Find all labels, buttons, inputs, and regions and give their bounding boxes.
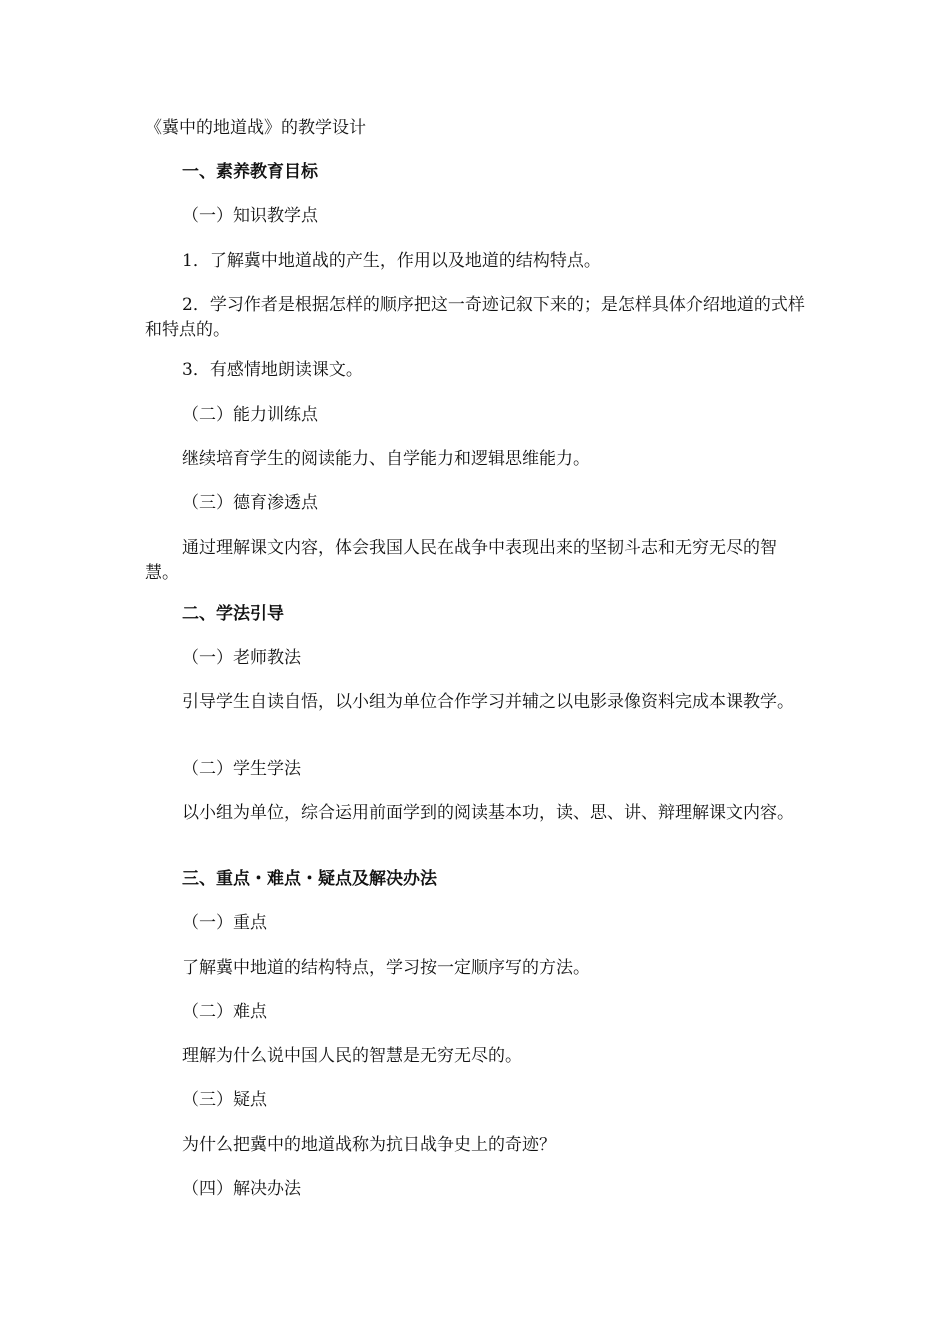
section-heading-method: 二、学法引导 <box>182 604 284 624</box>
section-heading-key-points: 三、重点・难点・疑点及解决办法 <box>182 869 437 889</box>
paragraph-item-1: 1．了解冀中地道战的产生，作用以及地道的结构特点。 <box>182 251 601 271</box>
subheading-solution: （四）解决办法 <box>182 1179 301 1199</box>
paragraph-ability: 继续培育学生的阅读能力、自学能力和逻辑思维能力。 <box>182 449 590 469</box>
paragraph-key-point: 了解冀中地道的结构特点，学习按一定顺序写的方法。 <box>182 958 590 978</box>
paragraph-moral: 通过理解课文内容，体会我国人民在战争中表现出来的坚韧斗志和无穷无尽的智慧。 <box>145 538 777 583</box>
section-heading-goals: 一、素养教育目标 <box>182 162 318 182</box>
subheading-knowledge: （一）知识教学点 <box>182 206 318 226</box>
paragraph-student-method: 以小组为单位，综合运用前面学到的阅读基本功，读、思、讲、辩理解课文内容。 <box>182 803 794 823</box>
subheading-doubt: （三）疑点 <box>182 1090 267 1110</box>
paragraph-item-3: 3．有感情地朗读课文。 <box>182 360 363 380</box>
subheading-teacher-method: （一）老师教法 <box>182 648 301 668</box>
paragraph-difficulty: 理解为什么说中国人民的智慧是无穷无尽的。 <box>182 1046 522 1066</box>
subheading-moral: （三）德育渗透点 <box>182 493 318 513</box>
subheading-key-point: （一）重点 <box>182 913 267 933</box>
subheading-difficulty: （二）难点 <box>182 1002 267 1022</box>
paragraph-teacher-method: 引导学生自读自悟，以小组为单位合作学习并辅之以电影录像资料完成本课教学。 <box>182 692 794 712</box>
paragraph-item-2: 2．学习作者是根据怎样的顺序把这一奇迹记叙下来的；是怎样具体介绍地道的式样和特点的。 <box>145 295 805 340</box>
subheading-ability: （二）能力训练点 <box>182 405 318 425</box>
document-title: 《冀中的地道战》的教学设计 <box>145 118 366 138</box>
subheading-student-method: （二）学生学法 <box>182 759 301 779</box>
paragraph-doubt: 为什么把冀中的地道战称为抗日战争史上的奇迹？ <box>182 1135 556 1155</box>
